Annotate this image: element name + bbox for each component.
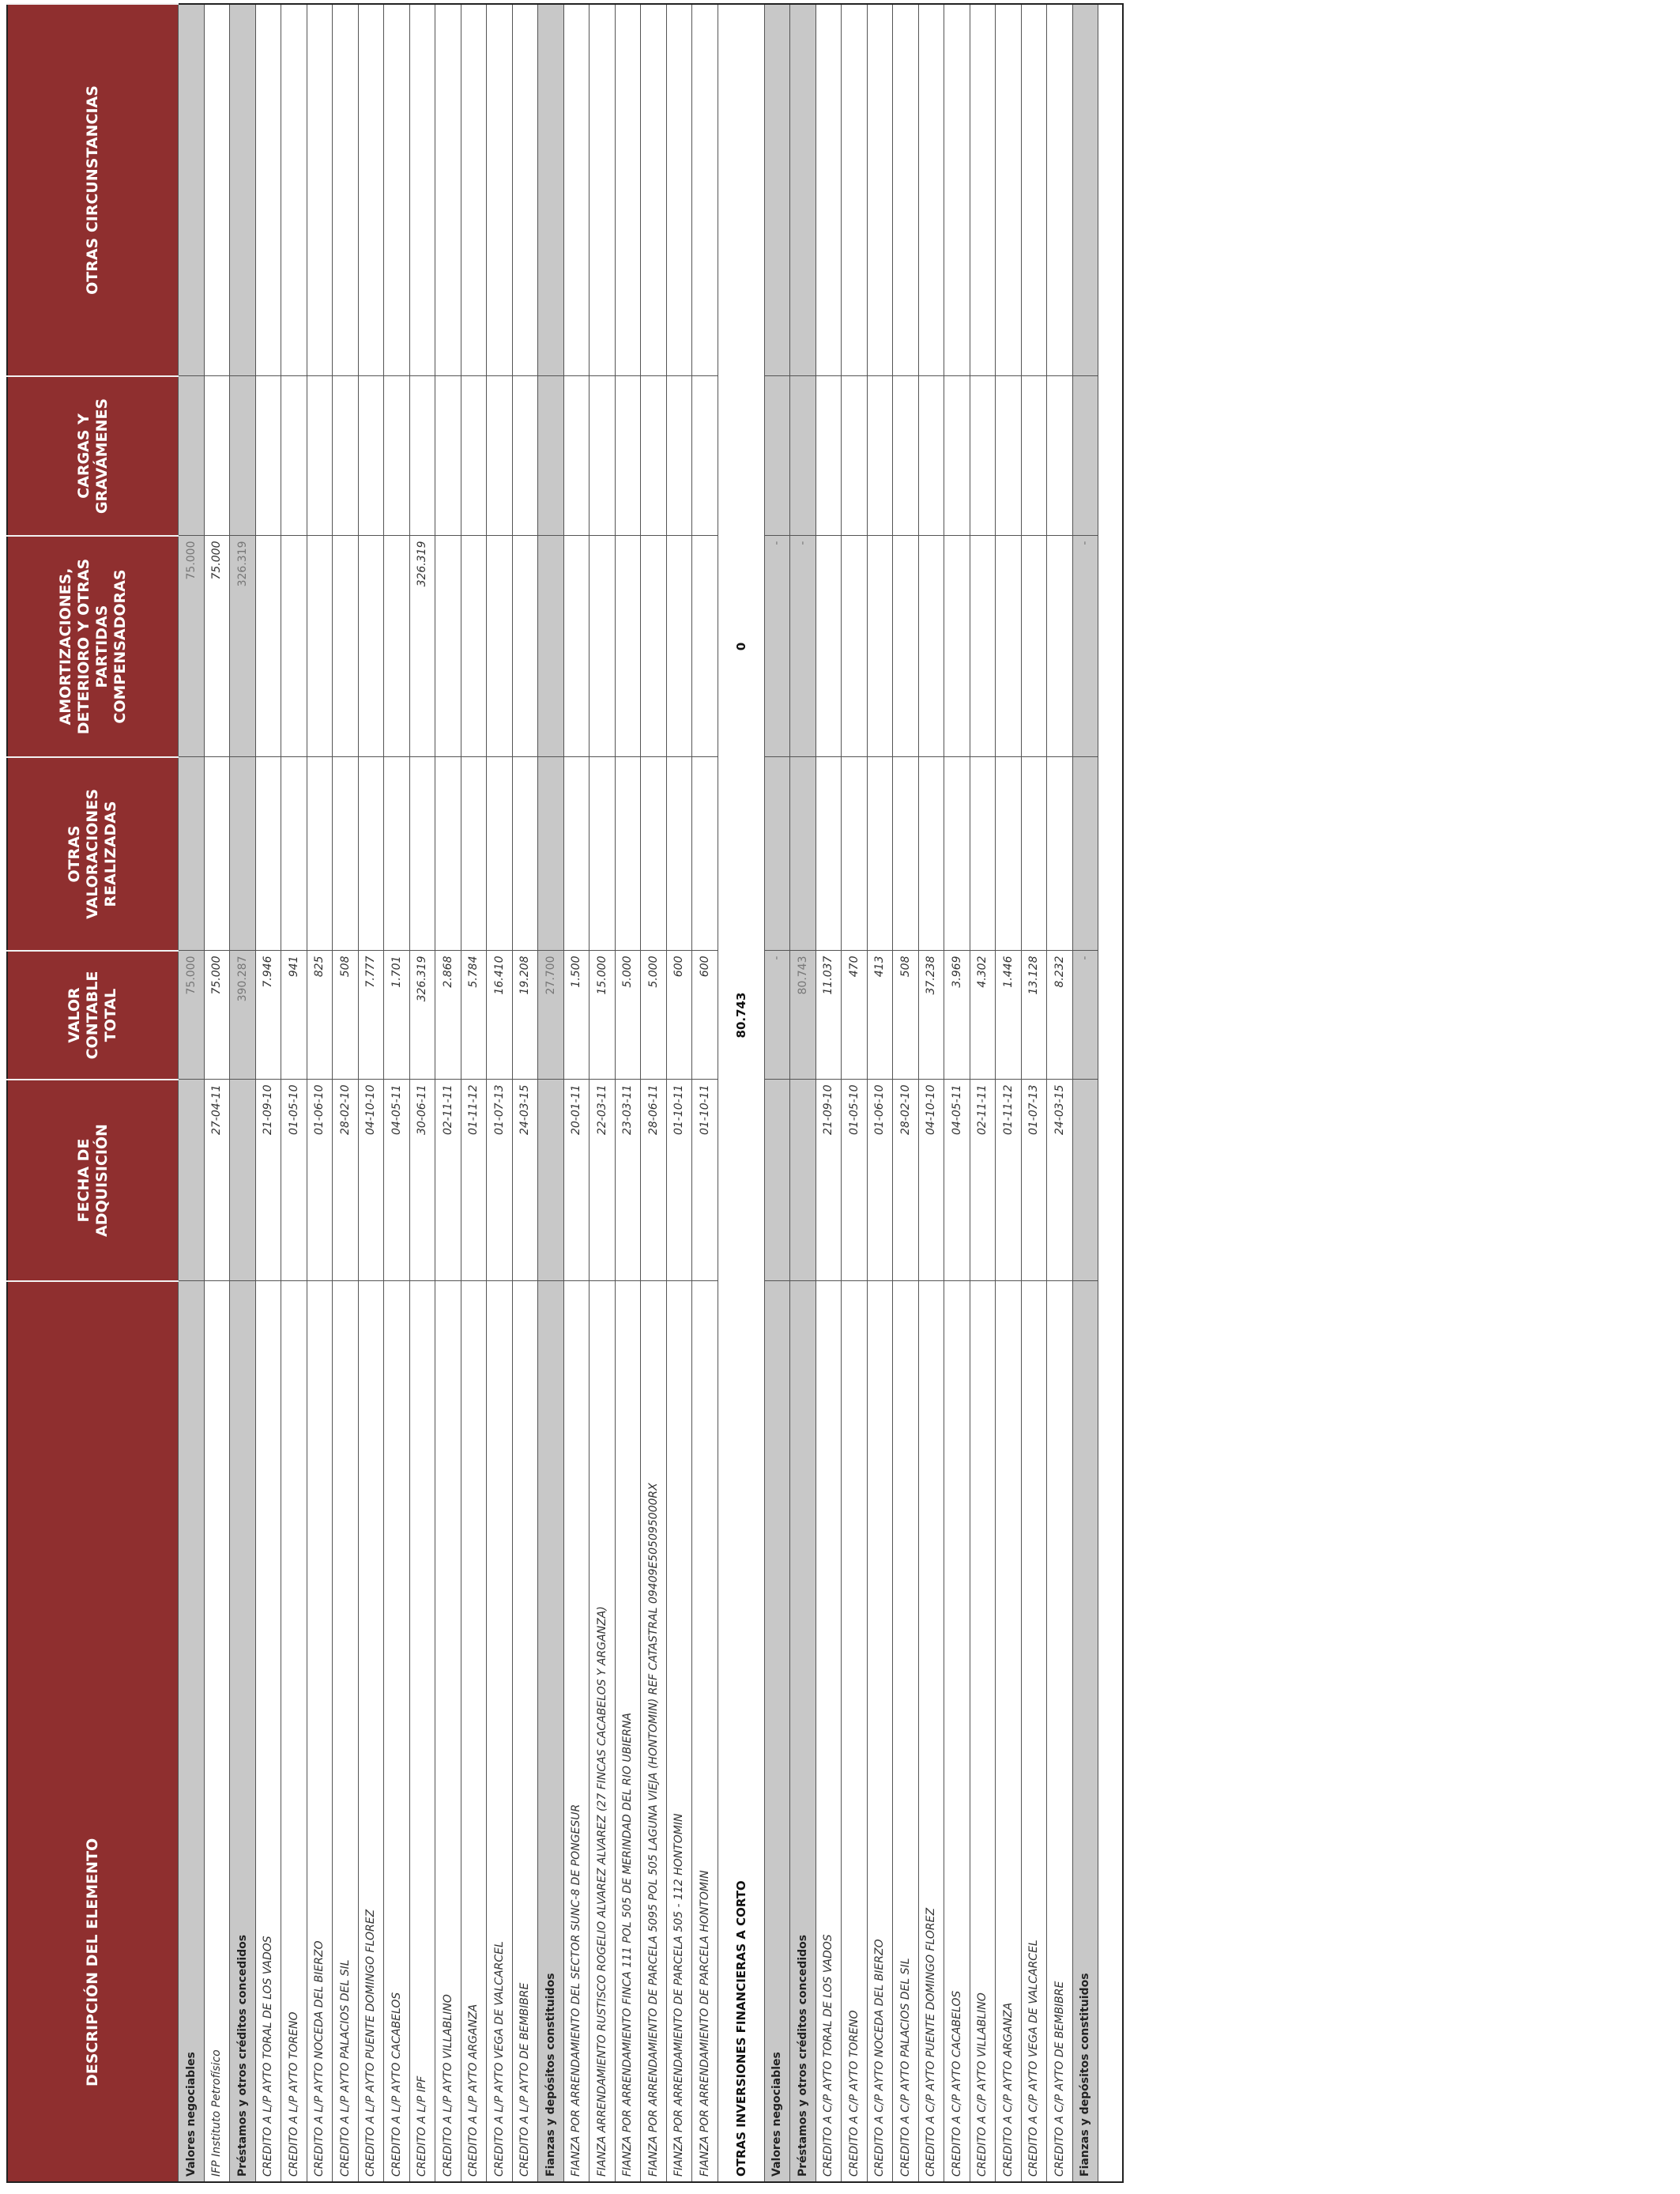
other-circumstances-cell xyxy=(435,4,461,376)
table-row xyxy=(204,4,230,2182)
table-row xyxy=(1021,4,1047,2182)
amortization-cell: - xyxy=(1072,536,1098,757)
charges-cell xyxy=(867,376,893,536)
amortization-cell xyxy=(893,536,919,757)
other-circumstances-cell xyxy=(487,4,513,376)
date-cell: 01-11-12 xyxy=(461,1080,487,1281)
other-valuations-cell xyxy=(790,757,816,951)
amortization-cell xyxy=(1098,536,1124,757)
book-value-cell xyxy=(1098,951,1124,1080)
amortization-cell xyxy=(944,536,970,757)
description-cell: FIANZA POR ARRENDAMIENTO DE PARCELA 5095 POL 505 LAGUNA VIEJA (HONTOMIN) REF CATASTRAL 09409E505095000RX xyxy=(641,1281,667,2182)
book-value-cell: 508 xyxy=(333,951,359,1080)
other-valuations-cell xyxy=(764,757,790,951)
book-value-cell: 1.701 xyxy=(384,951,410,1080)
description-cell: Préstamos y otros créditos concedidos xyxy=(790,1281,816,2182)
description-cell: CREDITO A C/P AYTO VILLABLINO xyxy=(970,1281,996,2182)
other-circumstances-cell xyxy=(333,4,359,376)
amortization-cell xyxy=(1047,536,1073,757)
charges-cell xyxy=(358,376,384,536)
description-cell: Valores negociables xyxy=(179,1281,205,2182)
other-circumstances-cell xyxy=(1072,4,1098,376)
book-value-cell: 326.319 xyxy=(409,951,435,1080)
description-cell: CREDITO A L/P AYTO VEGA DE VALCARCEL xyxy=(487,1281,513,2182)
description-cell: CREDITO A C/P AYTO TORENO xyxy=(842,1281,868,2182)
book-value-cell: 3.969 xyxy=(944,951,970,1080)
book-value-cell: 825 xyxy=(307,951,333,1080)
date-cell xyxy=(179,1080,205,1281)
description-cell: FIANZA POR ARRENDAMIENTO DE PARCELA 505 - 112 HONTOMIN xyxy=(666,1281,692,2182)
date-cell: 27-04-11 xyxy=(204,1080,230,1281)
charges-cell xyxy=(790,376,816,536)
other-valuations-cell xyxy=(281,757,307,951)
book-value-cell: 8.232 xyxy=(1047,951,1073,1080)
book-value-cell: 941 xyxy=(281,951,307,1080)
other-valuations-cell xyxy=(179,757,205,951)
date-cell: 04-05-11 xyxy=(944,1080,970,1281)
amortization-cell: 326.319 xyxy=(230,536,256,757)
description-cell: IFP Instituto Petrofísico xyxy=(204,1281,230,2182)
book-value-cell: 7.777 xyxy=(358,951,384,1080)
amortization-cell xyxy=(996,536,1022,757)
investments-table xyxy=(6,3,1124,2183)
charges-cell xyxy=(816,376,842,536)
table-row xyxy=(307,4,333,2182)
other-circumstances-cell xyxy=(944,4,970,376)
table-row xyxy=(1047,4,1073,2182)
table-row xyxy=(641,4,667,2182)
other-circumstances-cell xyxy=(179,4,205,376)
other-valuations-cell xyxy=(538,757,564,951)
other-circumstances-cell xyxy=(666,4,692,376)
description-cell: CREDITO A C/P AYTO PUENTE DOMINGO FLOREZ xyxy=(918,1281,944,2182)
date-cell: 01-05-10 xyxy=(842,1080,868,1281)
date-cell: 01-05-10 xyxy=(281,1080,307,1281)
other-circumstances-cell xyxy=(692,4,718,376)
amortization-cell xyxy=(1021,536,1047,757)
other-valuations-cell xyxy=(512,757,538,951)
other-valuations-cell xyxy=(358,757,384,951)
book-value-cell: 600 xyxy=(692,951,718,1080)
book-value-cell: 13.128 xyxy=(1021,951,1047,1080)
other-valuations-cell xyxy=(409,757,435,951)
section-row xyxy=(1072,4,1098,2182)
other-valuations-cell xyxy=(944,757,970,951)
other-valuations-cell xyxy=(204,757,230,951)
charges-cell xyxy=(281,376,307,536)
amortization-cell xyxy=(590,536,616,757)
table-row xyxy=(461,4,487,2182)
charges-cell xyxy=(692,376,718,536)
book-value-cell: 508 xyxy=(893,951,919,1080)
table-row xyxy=(333,4,359,2182)
col-header-description: DESCRIPCIÓN DEL ELEMENTO xyxy=(7,1281,179,2182)
table-row xyxy=(563,4,590,2182)
description-cell: FIANZA POR ARRENDAMIENTO DEL SECTOR SUNC-8 DE PONGESUR xyxy=(563,1281,590,2182)
amortization-cell xyxy=(358,536,384,757)
other-circumstances-cell xyxy=(918,4,944,376)
amortization-cell xyxy=(615,536,641,757)
table-row xyxy=(666,4,692,2182)
col-header-other-circumstances: OTRAS CIRCUNSTANCIAS xyxy=(7,4,179,376)
charges-cell xyxy=(944,376,970,536)
date-cell: 21-09-10 xyxy=(816,1080,842,1281)
book-value-cell: 7.946 xyxy=(255,951,281,1080)
book-value-cell: 16.410 xyxy=(487,951,513,1080)
description-cell: CREDITO A L/P AYTO PALACIOS DEL SIL xyxy=(333,1281,359,2182)
table-row xyxy=(487,4,513,2182)
date-cell: 23-03-11 xyxy=(615,1080,641,1281)
other-valuations-cell xyxy=(487,757,513,951)
other-valuations-cell xyxy=(918,757,944,951)
amortization-cell xyxy=(867,536,893,757)
table-row xyxy=(409,4,435,2182)
date-cell: 01-11-12 xyxy=(996,1080,1022,1281)
charges-cell xyxy=(487,376,513,536)
other-valuations-cell xyxy=(867,757,893,951)
description-cell: CREDITO A L/P AYTO ARGANZA xyxy=(461,1281,487,2182)
date-cell: 04-10-10 xyxy=(358,1080,384,1281)
charges-cell xyxy=(918,376,944,536)
charges-cell xyxy=(307,376,333,536)
amortization-cell: - xyxy=(764,536,790,757)
table-row xyxy=(996,4,1022,2182)
book-value-cell: 80.743 xyxy=(790,951,816,1080)
date-cell: 01-10-11 xyxy=(692,1080,718,1281)
other-circumstances-cell xyxy=(563,4,590,376)
date-cell xyxy=(538,1080,564,1281)
description-cell: CREDITO A L/P AYTO VILLABLINO xyxy=(435,1281,461,2182)
col-header-book-value: VALOR CONTABLE TOTAL xyxy=(7,951,179,1080)
other-valuations-cell xyxy=(970,757,996,951)
other-circumstances-cell xyxy=(1098,4,1124,376)
date-cell: 01-06-10 xyxy=(867,1080,893,1281)
description-cell: CREDITO A C/P AYTO VEGA DE VALCARCEL xyxy=(1021,1281,1047,2182)
description-cell: CREDITO A L/P AYTO CACABELOS xyxy=(384,1281,410,2182)
amortization-cell: 326.319 xyxy=(409,536,435,757)
amortization-cell xyxy=(487,536,513,757)
book-value-cell: 80.743 xyxy=(718,951,764,1080)
charges-cell xyxy=(590,376,616,536)
book-value-cell: 27.700 xyxy=(538,951,564,1080)
book-value-cell: 11.037 xyxy=(816,951,842,1080)
charges-cell xyxy=(435,376,461,536)
description-cell: OTRAS INVERSIONES FINANCIERAS A CORTO xyxy=(718,1281,764,2182)
date-cell: 01-06-10 xyxy=(307,1080,333,1281)
charges-cell xyxy=(512,376,538,536)
other-valuations-cell xyxy=(384,757,410,951)
date-cell: 24-03-15 xyxy=(512,1080,538,1281)
other-circumstances-cell xyxy=(970,4,996,376)
charges-cell xyxy=(204,376,230,536)
book-value-cell: 413 xyxy=(867,951,893,1080)
amortization-cell xyxy=(918,536,944,757)
table-row xyxy=(590,4,616,2182)
charges-cell xyxy=(1047,376,1073,536)
amortization-cell xyxy=(970,536,996,757)
amortization-cell xyxy=(692,536,718,757)
table-row xyxy=(384,4,410,2182)
amortization-cell: 0 xyxy=(718,536,764,757)
book-value-cell: 470 xyxy=(842,951,868,1080)
table-row xyxy=(970,4,996,2182)
charges-cell xyxy=(461,376,487,536)
other-circumstances-cell xyxy=(764,4,790,376)
other-circumstances-cell xyxy=(867,4,893,376)
date-cell: 24-03-15 xyxy=(1047,1080,1073,1281)
date-cell: 30-06-11 xyxy=(409,1080,435,1281)
other-valuations-cell xyxy=(893,757,919,951)
description-cell: CREDITO A C/P AYTO DE BEMBIBRE xyxy=(1047,1281,1073,2182)
other-valuations-cell xyxy=(666,757,692,951)
book-value-cell: 5.000 xyxy=(641,951,667,1080)
other-valuations-cell xyxy=(230,757,256,951)
blank-row xyxy=(1098,4,1124,2182)
section-row xyxy=(764,4,790,2182)
other-circumstances-cell xyxy=(409,4,435,376)
other-valuations-cell xyxy=(435,757,461,951)
description-cell: CREDITO A L/P AYTO NOCEDA DEL BIERZO xyxy=(307,1281,333,2182)
amortization-cell xyxy=(461,536,487,757)
date-cell: 01-07-13 xyxy=(487,1080,513,1281)
other-valuations-cell xyxy=(842,757,868,951)
table-row xyxy=(944,4,970,2182)
table-row xyxy=(893,4,919,2182)
book-value-cell: 15.000 xyxy=(590,951,616,1080)
date-cell: 04-05-11 xyxy=(384,1080,410,1281)
book-value-cell: 37.238 xyxy=(918,951,944,1080)
table-row xyxy=(358,4,384,2182)
amortization-cell: - xyxy=(790,536,816,757)
amortization-cell xyxy=(538,536,564,757)
charges-cell xyxy=(538,376,564,536)
charges-cell xyxy=(970,376,996,536)
description-cell: Fianzas y depósitos constituidos xyxy=(538,1281,564,2182)
other-valuations-cell xyxy=(816,757,842,951)
other-valuations-cell xyxy=(563,757,590,951)
other-circumstances-cell xyxy=(255,4,281,376)
charges-cell xyxy=(255,376,281,536)
col-header-amortizations: AMORTIZACIONES, DETERIORO Y OTRAS PARTIDAS COMPENSADORAS xyxy=(7,536,179,757)
description-cell: FIANZA POR ARRENDAMIENTO DE PARCELA HONTOMIN xyxy=(692,1281,718,2182)
book-value-cell: - xyxy=(1072,951,1098,1080)
description-cell: CREDITO A C/P AYTO PALACIOS DEL SIL xyxy=(893,1281,919,2182)
date-cell xyxy=(764,1080,790,1281)
other-circumstances-cell xyxy=(842,4,868,376)
amortization-cell xyxy=(512,536,538,757)
amortization-cell xyxy=(384,536,410,757)
book-value-cell: 5.000 xyxy=(615,951,641,1080)
date-cell xyxy=(230,1080,256,1281)
other-valuations-cell xyxy=(1098,757,1124,951)
charges-cell xyxy=(893,376,919,536)
other-valuations-cell xyxy=(615,757,641,951)
date-cell: 01-10-11 xyxy=(666,1080,692,1281)
charges-cell xyxy=(615,376,641,536)
other-circumstances-cell xyxy=(996,4,1022,376)
amortization-cell xyxy=(281,536,307,757)
table-row xyxy=(842,4,868,2182)
table-row xyxy=(692,4,718,2182)
charges-cell xyxy=(1098,376,1124,536)
book-value-cell: 600 xyxy=(666,951,692,1080)
book-value-cell: 390.287 xyxy=(230,951,256,1080)
date-cell: 28-06-11 xyxy=(641,1080,667,1281)
amortization-cell xyxy=(255,536,281,757)
book-value-cell: 1.446 xyxy=(996,951,1022,1080)
book-value-cell: 4.302 xyxy=(970,951,996,1080)
description-cell: Fianzas y depósitos constituidos xyxy=(1072,1281,1098,2182)
description-cell xyxy=(1098,1281,1124,2182)
other-valuations-cell xyxy=(1047,757,1073,951)
charges-cell xyxy=(409,376,435,536)
other-circumstances-cell xyxy=(512,4,538,376)
other-circumstances-cell xyxy=(538,4,564,376)
description-cell: CREDITO A C/P AYTO CACABELOS xyxy=(944,1281,970,2182)
charges-cell xyxy=(666,376,692,536)
description-cell: CREDITO A L/P IPF xyxy=(409,1281,435,2182)
other-circumstances-cell xyxy=(590,4,616,376)
book-value-cell: 2.868 xyxy=(435,951,461,1080)
date-cell: 28-02-10 xyxy=(333,1080,359,1281)
header-row xyxy=(7,4,179,2182)
section-row xyxy=(790,4,816,2182)
charges-cell xyxy=(996,376,1022,536)
section-row xyxy=(230,4,256,2182)
book-value-cell: 75.000 xyxy=(179,951,205,1080)
table-row xyxy=(512,4,538,2182)
book-value-cell: 19.208 xyxy=(512,951,538,1080)
date-cell xyxy=(1098,1080,1124,1281)
other-valuations-cell xyxy=(333,757,359,951)
other-valuations-cell xyxy=(1021,757,1047,951)
other-circumstances-cell xyxy=(790,4,816,376)
other-valuations-cell xyxy=(718,757,764,951)
charges-cell xyxy=(842,376,868,536)
table-row xyxy=(435,4,461,2182)
amortization-cell xyxy=(563,536,590,757)
book-value-cell: - xyxy=(764,951,790,1080)
date-cell: 20-01-11 xyxy=(563,1080,590,1281)
other-valuations-cell xyxy=(461,757,487,951)
description-cell: CREDITO A L/P AYTO DE BEMBIBRE xyxy=(512,1281,538,2182)
table-row xyxy=(281,4,307,2182)
amortization-cell xyxy=(816,536,842,757)
charges-cell xyxy=(718,376,764,536)
charges-cell xyxy=(333,376,359,536)
other-circumstances-cell xyxy=(1021,4,1047,376)
other-circumstances-cell xyxy=(615,4,641,376)
book-value-cell: 1.500 xyxy=(563,951,590,1080)
description-cell: Préstamos y otros créditos concedidos xyxy=(230,1281,256,2182)
date-cell xyxy=(718,1080,764,1281)
charges-cell xyxy=(764,376,790,536)
other-circumstances-cell xyxy=(230,4,256,376)
table-row xyxy=(255,4,281,2182)
table-row xyxy=(867,4,893,2182)
amortization-cell xyxy=(307,536,333,757)
date-cell: 04-10-10 xyxy=(918,1080,944,1281)
other-valuations-cell xyxy=(692,757,718,951)
amortization-cell: 75.000 xyxy=(179,536,205,757)
col-header-other-valuations: OTRAS VALORACIONES REALIZADAS xyxy=(7,757,179,951)
date-cell: 22-03-11 xyxy=(590,1080,616,1281)
charges-cell xyxy=(1021,376,1047,536)
description-cell: FIANZA POR ARRENDAMIENTO FINCA 111 POL 505 DE MERINDAD DEL RIO UBIERNA xyxy=(615,1281,641,2182)
date-cell: 02-11-11 xyxy=(435,1080,461,1281)
amortization-cell xyxy=(641,536,667,757)
charges-cell xyxy=(641,376,667,536)
amortization-cell xyxy=(842,536,868,757)
charges-cell xyxy=(179,376,205,536)
col-header-charges: CARGAS Y GRAVÁMENES xyxy=(7,376,179,536)
date-cell: 02-11-11 xyxy=(970,1080,996,1281)
date-cell xyxy=(790,1080,816,1281)
section-row xyxy=(179,4,205,2182)
other-valuations-cell xyxy=(641,757,667,951)
description-cell: CREDITO A C/P AYTO NOCEDA DEL BIERZO xyxy=(867,1281,893,2182)
other-circumstances-cell xyxy=(816,4,842,376)
other-circumstances-cell xyxy=(1047,4,1073,376)
book-value-cell: 75.000 xyxy=(204,951,230,1080)
table-row xyxy=(615,4,641,2182)
description-cell: CREDITO A L/P AYTO TORENO xyxy=(281,1281,307,2182)
date-cell: 28-02-10 xyxy=(893,1080,919,1281)
table-row xyxy=(918,4,944,2182)
charges-cell xyxy=(563,376,590,536)
other-circumstances-cell xyxy=(718,4,764,376)
amortization-cell: 75.000 xyxy=(204,536,230,757)
table-body xyxy=(179,4,1124,2182)
charges-cell xyxy=(230,376,256,536)
other-valuations-cell xyxy=(1072,757,1098,951)
date-cell xyxy=(1072,1080,1098,1281)
other-valuations-cell xyxy=(307,757,333,951)
amortization-cell xyxy=(666,536,692,757)
section-row xyxy=(538,4,564,2182)
col-header-date: FECHA DE ADQUISICIÓN xyxy=(7,1080,179,1281)
other-circumstances-cell xyxy=(307,4,333,376)
other-circumstances-cell xyxy=(893,4,919,376)
other-valuations-cell xyxy=(996,757,1022,951)
other-circumstances-cell xyxy=(384,4,410,376)
other-circumstances-cell xyxy=(358,4,384,376)
other-valuations-cell xyxy=(255,757,281,951)
other-circumstances-cell xyxy=(461,4,487,376)
date-cell: 21-09-10 xyxy=(255,1080,281,1281)
other-circumstances-cell xyxy=(204,4,230,376)
description-cell: Valores negociables xyxy=(764,1281,790,2182)
description-cell: FIANZA ARRENDAMIENTO RUSTISCO ROGELIO ALVAREZ ALVAREZ (27 FINCAS CACABELOS Y ARGANZA) xyxy=(590,1281,616,2182)
description-cell: CREDITO A C/P AYTO TORAL DE LOS VADOS xyxy=(816,1281,842,2182)
description-cell: CREDITO A C/P AYTO ARGANZA xyxy=(996,1281,1022,2182)
date-cell: 01-07-13 xyxy=(1021,1080,1047,1281)
charges-cell xyxy=(1072,376,1098,536)
amortization-cell xyxy=(333,536,359,757)
other-circumstances-cell xyxy=(281,4,307,376)
charges-cell xyxy=(384,376,410,536)
description-cell: CREDITO A L/P AYTO PUENTE DOMINGO FLOREZ xyxy=(358,1281,384,2182)
other-circumstances-cell xyxy=(641,4,667,376)
description-cell: CREDITO A L/P AYTO TORAL DE LOS VADOS xyxy=(255,1281,281,2182)
book-value-cell: 5.784 xyxy=(461,951,487,1080)
short-term-total-row xyxy=(718,4,764,2182)
table-row xyxy=(816,4,842,2182)
other-valuations-cell xyxy=(590,757,616,951)
amortization-cell xyxy=(435,536,461,757)
